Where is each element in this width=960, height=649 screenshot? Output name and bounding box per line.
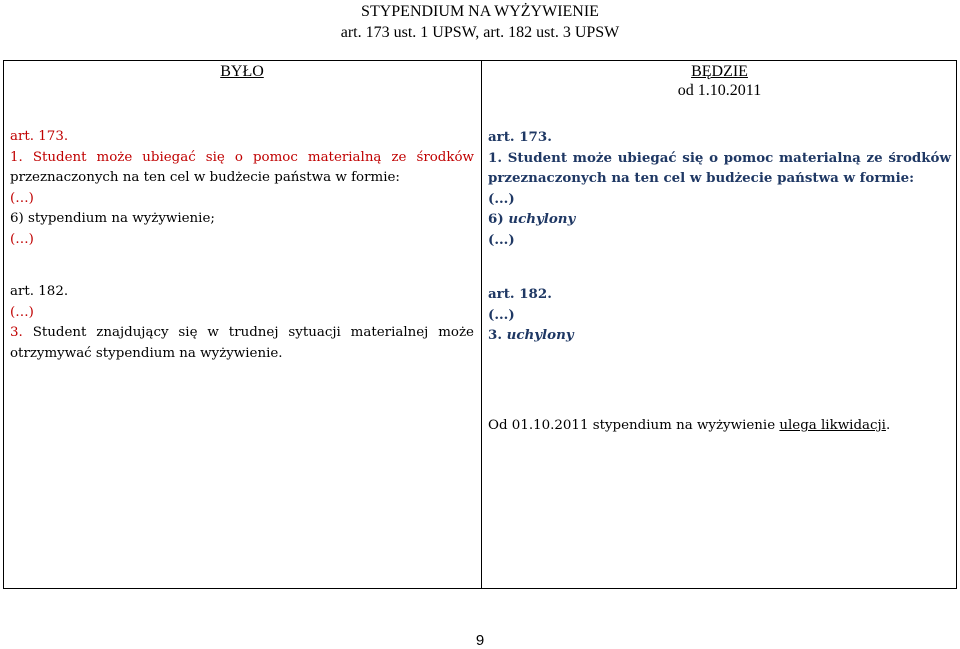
new-art173-para1-line2: przeznaczonych na ten cel w budżecie państwa w formie: [488,170,915,186]
old-art182-para3-line1: 3. Student znajdujący się w trudnej sytuacji materialnej może [10,325,474,340]
new-art173-item6: 6) uchylony [488,211,576,227]
old-art173-para1-line2: przeznaczonych na ten cel w budżecie państwa w formie: [10,170,400,185]
old-art182-block [10,282,474,364]
new-art173-label: art. 173. [488,129,552,145]
new-heading-date: od 1.10.2011 [677,82,762,99]
old-art182-para3-line2: otrzymywać stypendium na wyżywienie. [10,345,283,361]
old-art173-block [10,127,474,250]
new-art173-block [488,127,951,250]
new-column-heading [482,62,957,100]
abolition-note: Od 01.10.2011 stypendium na wyżywienie ulega likwidacji. [488,418,891,433]
new-art182-label: art. 182. [488,286,552,302]
old-art173-ellipsis2: (…) [10,231,34,247]
column-divider [481,60,482,589]
old-art173-label: art. 173. [10,129,69,144]
page-subtitle: art. 173 ust. 1 UPSW, art. 182 ust. 3 UPSW [340,24,620,41]
new-art173-ellipsis1: (...) [488,190,515,207]
abolition-note-emphasis: ulega likwidacji [779,418,886,433]
old-art182-label: art. 182. [10,284,69,299]
old-column-heading: BYŁO [220,63,264,80]
old-art173-ellipsis1: (…) [10,190,34,206]
new-art182-block [488,284,951,346]
page-title: STYPENDIUM NA WYŻYWIENIE [361,3,599,20]
old-art173-item6: 6) stypendium na wyżywienie; [10,211,215,226]
new-art173-para1-line1: 1. Student może ubiegać się o pomoc materialną ze środków [488,149,951,166]
page-number: 9 [475,632,485,649]
new-heading-label: BĘDZIE [691,63,748,80]
old-art182-ellipsis: (…) [10,304,34,320]
page-header [0,0,960,43]
new-art182-ellipsis: (...) [488,306,515,323]
old-art173-para1-line1: 1. Student może ubiegać się o pomoc materialną ze środków [10,149,474,165]
new-art182-para3: 3. uchylony [488,327,574,343]
new-art173-ellipsis2: (...) [488,231,515,248]
